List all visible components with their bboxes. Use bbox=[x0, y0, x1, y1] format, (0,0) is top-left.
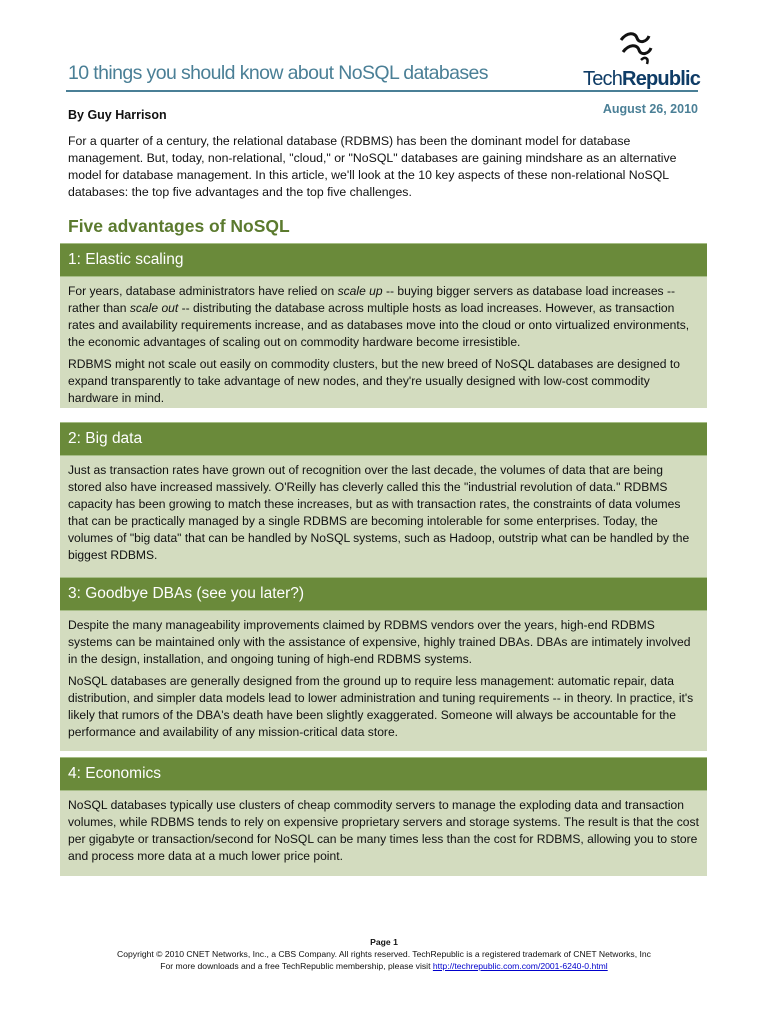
item-economics bbox=[60, 757, 707, 876]
section-heading: Five advantages of NoSQL bbox=[68, 216, 290, 236]
publish-date: August 26, 2010 bbox=[602, 102, 698, 116]
title-divider bbox=[66, 90, 698, 92]
item-paragraph: Despite the many manageability improvements claimed by RDBMS vendors over the years, high-end RDBMS systems can be maintained only with the assistance of expensive, highly trained DBAs. DBAs are intimately involved in the design, installation, and ongoing tuning of high-end RDBMS systems. bbox=[68, 618, 691, 666]
membership-link[interactable]: http://techrepublic.com.com/2001-6240-0.html bbox=[432, 961, 608, 971]
item-big-data bbox=[60, 422, 707, 577]
downloads-line: For more downloads and a free TechRepublic membership, please visit http://techrepublic.com.com/2001-6240-0.html bbox=[160, 961, 608, 971]
page-number: Page 1 bbox=[370, 937, 398, 947]
item-body bbox=[60, 611, 707, 751]
item-heading: 1: Elastic scaling bbox=[60, 243, 707, 277]
item-heading: 4: Economics bbox=[60, 757, 707, 791]
item-heading: 2: Big data bbox=[60, 422, 707, 456]
document-title: 10 things you should know about NoSQL databases bbox=[68, 62, 488, 84]
item-paragraph: RDBMS might not scale out easily on commodity clusters, but the new breed of NoSQL databases are designed to expand transparently to take advantage of new nodes, and they're usually designed with low-cost commodity hardware in mind. bbox=[68, 357, 680, 405]
copyright-notice: Copyright © 2010 CNET Networks, Inc., a CBS Company. All rights reserved. TechRepublic is a registered trademark of CNET Networks, Inc bbox=[117, 949, 651, 959]
logo-wordmark: TechRepublic bbox=[583, 68, 701, 90]
item-goodbye-dbas bbox=[60, 577, 707, 751]
item-paragraph: For years, database administrators have relied on scale up -- buying bigger servers as database load increases -- rather than scale out -- distributing the database across multiple hosts as load increases. However, as transaction rates and availability requirements increase, and as databases move into the cloud or onto virtualized environments, the economic advantages of scaling out on commodity hardware become irresistible. bbox=[68, 284, 690, 349]
item-heading: 3: Goodbye DBAs (see you later?) bbox=[60, 577, 707, 611]
item-paragraph: NoSQL databases are generally designed from the ground up to require less management: automatic repair, data distribution, and simpler data models lead to lower administration and tuning requirements -- in theory. In practice, it's likely that rumors of the DBA's death have been slightly exaggerated. Someone will always be accountable for the performance and availability of any mission-critical data store. bbox=[68, 674, 694, 739]
item-paragraph: Just as transaction rates have grown out of recognition over the last decade, the volumes of data that are being stored also have increased massively. O'Reilly has cleverly called this the "industrial revolution of data." RDBMS capacity has been growing to match these increases, but as with transaction rates, the constraints of data volumes that can be practically managed by a single RDBMS are becoming intolerable for some enterprises. Today, the volumes of "big data" that can be handled by NoSQL systems, such as Hadoop, outstrip what can be handled by the biggest RDBMS. bbox=[68, 463, 690, 562]
author-byline: By Guy Harrison bbox=[68, 108, 167, 122]
item-body bbox=[60, 791, 707, 876]
intro-paragraph: For a quarter of a century, the relational database (RDBMS) has been the dominant model for database management. But, today, non-relational, "cloud," or "NoSQL" databases are gaining mindshare as an alternative model for database management. In this article, we'll look at the 10 key aspects of these non-relational NoSQL databases: the top five advantages and the top five challenges. bbox=[68, 134, 677, 199]
item-body bbox=[60, 277, 707, 408]
item-body bbox=[60, 456, 707, 577]
page-footer bbox=[0, 936, 768, 972]
item-elastic-scaling bbox=[60, 243, 707, 408]
item-paragraph: NoSQL databases typically use clusters of cheap commodity servers to manage the exploding data and transaction volumes, while RDBMS tends to rely on expensive proprietary servers and storage systems. The result is that the cost per gigabyte or transaction/second for NoSQL can be many times less than the cost for RDBMS, allowing you to store and process more data at a much lower price point. bbox=[68, 798, 699, 863]
